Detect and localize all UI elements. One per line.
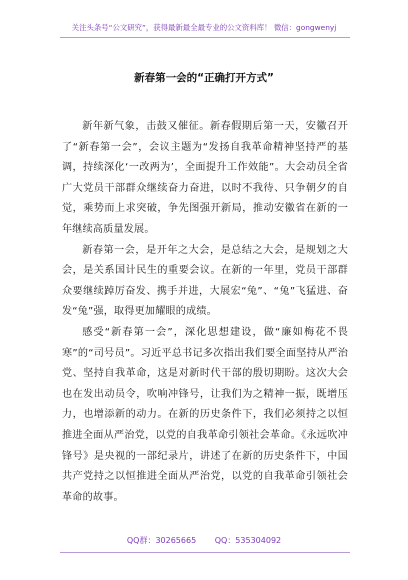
page-header: 关注头条号“公文研究”，获得最新最全最专业的公文资料库！ 微信：gongwenyj [71, 23, 337, 32]
page-footer [0, 535, 408, 546]
footer-qq-group: QQ群：30265665 [126, 536, 197, 545]
paragraph-1: 新年新气象，击鼓又催征。新春假期后第一天，安徽召开了“新春第一会”，会议主题为“发扬自我革命精神坚持严的基调，持续深化‘一改两为’，全面提升工作效能”。大会动员全省广大党员干部群众继续奋力奋进，以时不我待、只争朝夕的自觉，乘势而上求突破，争先图强开新局，推动安徽省在新的一年继续高质量发展。 [62, 121, 348, 235]
footer-divider [60, 552, 350, 553]
paragraph-3: 感受“新春第一会”，深化思想建设，做“廉如梅花不畏寒”的“司号员”。习近平总书记多次指出我们要全面坚持从严治党、坚持自我革命，这是对新时代干部的殷切期盼。这次大会也在发出动员令，吹响冲锋号，让我们为之精神一振，既增压力，也增添新的动力。在新的历史条件下，我们必须持之以恒推进全面从严治党，以党的自我革命引领社会革命。《永远吹冲锋号》是央视的一部纪录片，讲述了在新的历史条件下，中国共产党持之以恒推进全面从严治党，以党的自我革命引领社会革命的故事。 [62, 326, 348, 503]
footer-qq-number: QQ：535304092 [214, 536, 282, 545]
header-divider [60, 37, 350, 38]
document-title: 新春第一会的“正确打开方式” [134, 72, 274, 84]
document-body [62, 117, 348, 508]
paragraph-2: 新春第一会，是开年之大会，是总结之大会，是规划之大会，是关系国计民生的重要会议。在新的一年里，党员干部群众要继续踔厉奋发、携手并进，大展宏“兔”、“兔”飞猛进、奋发“兔”强，取得更加耀眼的成绩。 [62, 244, 348, 318]
